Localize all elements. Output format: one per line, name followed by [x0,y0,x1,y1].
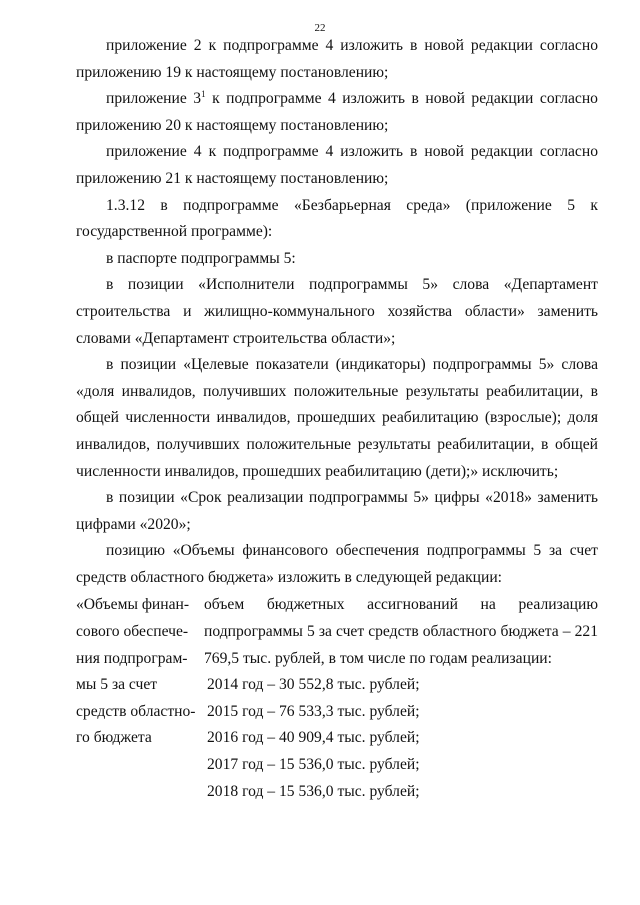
year-line: 2017 год – 15 536,0 тыс. рублей; [207,756,420,774]
paragraph-passport: в паспорте подпрограммы 5: [106,249,296,267]
document-body [76,33,598,805]
left-line: мы 5 за счет [76,676,158,694]
funding-intro: объем бюджетных ассигнований на реализацию подпрограммы 5 за счет средств областного бюджета – 221 769,5 тыс. рублей, в том числе по годам реализации: [204,596,598,667]
paragraph-indicators: в позиции «Целевые показатели (индикаторы) подпрограммы 5» слова «доля инвалидов, получивших положительные результаты реабилитации, в общей численности инвалидов, прошедших реабилитацию (взрослые); доля инвалидов, получивших положительные результаты реабилитации, в общей численности инвалидов, прошедших реабилитацию (дети);» исключить; [76,356,598,480]
page-number: 22 [314,22,326,34]
paragraph-funding: позицию «Объемы финансового обеспечения подпрограммы 5 за счет средств областного бюджета» изложить в следующей редакции: [76,542,598,586]
left-line: ния подпрограм- [76,649,188,667]
appendix-3-text: к подпрограмме 4 изложить в новой редакции согласно приложению 20 к настоящему постановлению; [76,90,598,134]
paragraph-term: в позиции «Срок реализации подпрограммы 5» цифры «2018» заменить цифрами «2020»; [76,489,598,533]
paragraph-appendix-2: приложение 2 к подпрограмме 4 изложить в новой редакции согласно приложению 19 к настоящему постановлению; [76,37,598,81]
left-line: «Объемы финан- [76,596,190,614]
funding-table-right-column [188,592,598,805]
left-line: средств областно- [76,702,196,720]
paragraph-executors: в позиции «Исполнители подпрограммы 5» слова «Департамент строительства и жилищно-коммунального хозяйства области» заменить словами «Департамент строительства области»; [76,276,598,347]
left-line: го бюджета [76,729,152,747]
funding-table-left-column [76,592,196,805]
year-line: 2015 год – 76 533,3 тыс. рублей; [207,702,420,720]
funding-table [76,592,598,805]
paragraph-appendix-4: приложение 4 к подпрограмме 4 изложить в новой редакции согласно приложению 21 к настоящему постановлению; [76,143,598,187]
year-line: 2016 год – 40 909,4 тыс. рублей; [207,729,420,747]
paragraph-appendix-3-1 [76,86,598,139]
appendix-3-superscript: 1 [201,89,206,99]
year-line: 2018 год – 15 536,0 тыс. рублей; [207,782,420,800]
year-line: 2014 год – 30 552,8 тыс. рублей; [207,676,420,694]
appendix-3-prefix: приложение 3 [106,90,202,108]
paragraph-subprogram-header: 1.3.12 в подпрограмме «Безбарьерная среда» (приложение 5 к государственной программе): [76,196,598,241]
left-line: сового обеспече- [76,623,189,641]
